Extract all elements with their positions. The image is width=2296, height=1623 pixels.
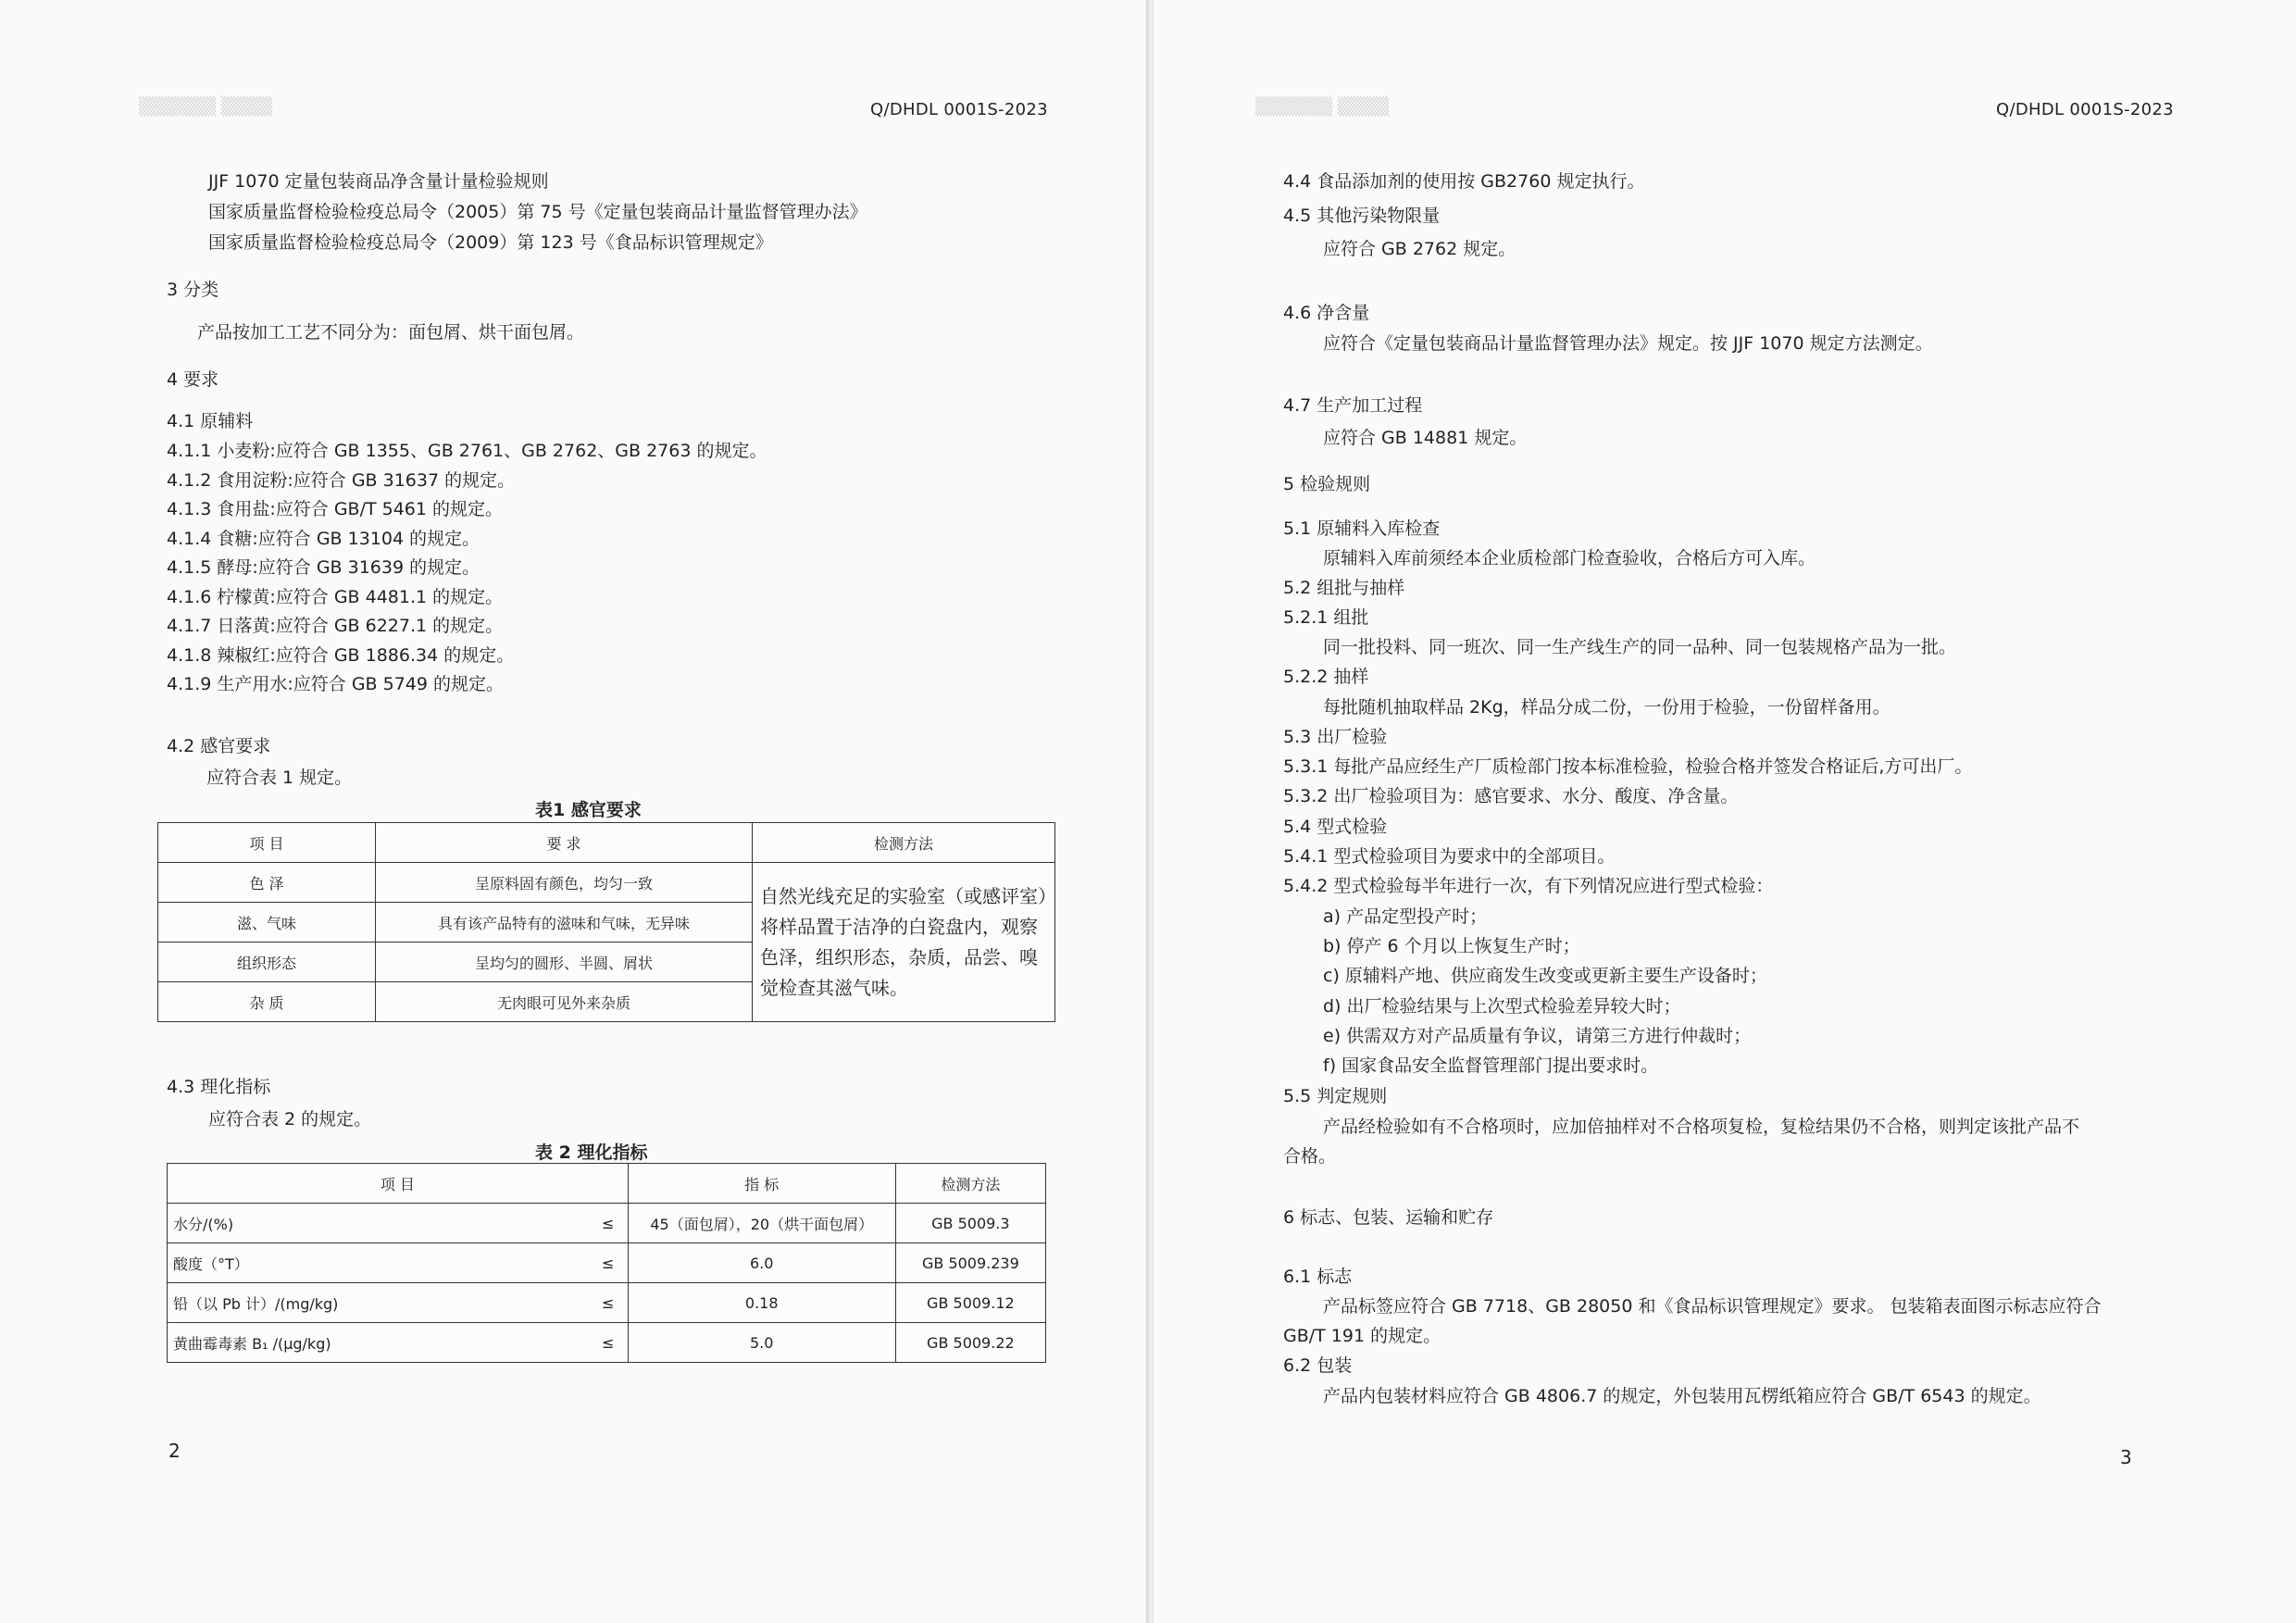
- table1-header: 检测方法: [753, 823, 1055, 863]
- section-text: 应符合表 2 的规定。: [208, 1109, 372, 1130]
- table1-req: 呈原料固有颜色，均匀一致: [376, 863, 753, 903]
- ref-line: JJF 1070 定量包装商品净含量计量检验规则: [208, 171, 549, 192]
- material-item: 4.1.7 日落黄:应符合 GB 6227.1 的规定。: [167, 616, 504, 636]
- section-text: 应符合《定量包装商品计量监督管理办法》规定。按 JJF 1070 规定方法测定。: [1323, 333, 1933, 354]
- table2: [167, 1163, 1046, 1363]
- section-heading: 5.1 原辅料入库检查: [1283, 518, 1441, 539]
- section-heading: 5 检验规则: [1283, 474, 1371, 494]
- list-item: c) 原辅料产地、供应商发生改变或更新主要生产设备时；: [1323, 966, 1767, 986]
- table2-op: ≤: [589, 1323, 629, 1363]
- table2-method: GB 5009.239: [895, 1243, 1045, 1283]
- section-text: GB/T 191 的规定。: [1283, 1326, 1441, 1346]
- table2-header: 检测方法: [895, 1164, 1045, 1204]
- section-heading: 5.5 判定规则: [1283, 1086, 1388, 1106]
- section-heading: 4.6 净含量: [1283, 303, 1370, 323]
- doc-code-left: Q/DHDL 0001S-2023: [870, 100, 1048, 119]
- table1-header: 要 求: [376, 823, 753, 863]
- section-heading: 4.7 生产加工过程: [1283, 395, 1423, 416]
- table2-header: 指 标: [628, 1164, 895, 1204]
- left-page: ▒▒▒▒▒▒ ▒▒▒▒ Q/DHDL 0001S-2023 JJF 1070 定量包装商品净含量计量检验规则 国家质量监督检验检疫总局令（2005）第 75 号《定量包装商品计量监督管理办法》 国家质量监督检验检疫总局令（2009）第 123 号《食品标识管理规定》 3 分类 产品按加工工艺不同分为：面包屑、烘干面包屑。 4 要求 4.1 原辅料 4.1.1 小麦粉:应符合 GB 1355、GB 2761、GB 2762、GB 2763 的规定。 4.1.2 食用淀粉:应符合 GB 31637 的规定。 4.1.3 食用盐:应符合 GB/T 5461 的规定。 4.1.4 食糖:应符合 GB 13104 的规定。 4.1.5 酵母:应符合 GB 31639 的规定。 4.1.6 柠檬黄:应符合 GB 4481.1 的规定。 4.1.7 日落黄:应符合 GB 6227.1 的规定。 4.1.8 辣椒红:应符合 GB 1886.34 的规定。 4.1.9 生产用水:应符合 GB 5749 的规定。 4.2 感官要求 应符合表 1 规定。 表1 感官要求 项 目 要 求 检测方法 色 泽 呈原料固有颜色，均匀一致 自然光线充足的实验室（或感评室）将样品置于洁净的白瓷盘内，观察色泽，组织形态，杂质，品尝、嗅觉检查其滋气味。 滋、气味 具有该产品特有的滋味和气味，无异味 组织形态 呈均匀的圆形、半圆、屑状 杂 质 无肉眼可见外来杂质 4.3 理化指标 应符合表 2 的规定。 表 2 理化指标 项 目 指 标 检测方法 水分/(%) ≤ 45（面包屑），20（烘干面包屑） GB 5009.3 酸度（°T） ≤ 6.0 GB 5009.239 铅（以 Pb 计）/(mg/kg) ≤ 0.18 GB 5009.12 黄曲霉毒素 B₁ /(μg/kg) ≤ 5.0 GB 5009.22 2: [0, 0, 1148, 1623]
- table1-header: 项 目: [158, 823, 376, 863]
- table1-caption: 表1 感官要求: [535, 800, 642, 820]
- table1-item: 杂 质: [158, 982, 376, 1022]
- right-page: ▒▒▒▒▒▒ ▒▒▒▒ Q/DHDL 0001S-2023 4.4 食品添加剂的使用按 GB2760 规定执行。 4.5 其他污染物限量 应符合 GB 2762 规定。 4.6 净含量 应符合《定量包装商品计量监督管理办法》规定。按 JJF 1070 规定方法测定。 4.7 生产加工过程 应符合 GB 14881 规定。 5 检验规则 5.1 原辅料入库检查 原辅料入库前须经本企业质检部门检查验收，合格后方可入库。 5.2 组批与抽样 5.2.1 组批 同一批投料、同一班次、同一生产线生产的同一品种、同一包装规格产品为一批。 5.2.2 抽样 每批随机抽取样品 2Kg，样品分成二份，一份用于检验，一份留样备用。 5.3 出厂检验 5.3.1 每批产品应经生产厂质检部门按本标准检验，检验合格并签发合格证后,方可出厂。 5.3.2 出厂检验项目为：感官要求、水分、酸度、净含量。 5.4 型式检验 5.4.1 型式检验项目为要求中的全部项目。 5.4.2 型式检验每半年进行一次，有下列情况应进行型式检验： a) 产品定型投产时； b) 停产 6 个月以上恢复生产时； c) 原辅料产地、供应商发生改变或更新主要生产设备时； d) 出厂检验结果与上次型式检验差异较大时； e) 供需双方对产品质量有争议，请第三方进行仲裁时； f) 国家食品安全监督管理部门提出要求时。 5.5 判定规则 产品经检验如有不合格项时，应加倍抽样对不合格项复检，复检结果仍不合格，则判定该批产品不 合格。 6 标志、包装、运输和贮存 6.1 标志 产品标签应符合 GB 7718、GB 28050 和《食品标识管理规定》要求。 包装箱表面图示标志应符合 GB/T 191 的规定。 6.2 包装 产品内包装材料应符合 GB 4806.7 的规定，外包装用瓦楞纸箱应符合 GB/T 6543 的规定。 3: [1154, 0, 2296, 1623]
- material-item: 4.1.2 食用淀粉:应符合 GB 31637 的规定。: [167, 470, 516, 491]
- material-item: 4.1.6 柠檬黄:应符合 GB 4481.1 的规定。: [167, 587, 504, 607]
- section-heading: 5.2.1 组批: [1283, 607, 1369, 628]
- section-text: 产品内包装材料应符合 GB 4806.7 的规定，外包装用瓦楞纸箱应符合 GB/T 6543 的规定。: [1323, 1386, 2041, 1406]
- section-heading: 4.2 感官要求: [167, 736, 271, 756]
- table2-value: 0.18: [628, 1283, 895, 1323]
- list-item: e) 供需双方对产品质量有争议，请第三方进行仲裁时；: [1323, 1026, 1752, 1046]
- section-heading: 4.3 理化指标: [167, 1077, 271, 1097]
- table1-item: 组织形态: [158, 943, 376, 982]
- list-item: a) 产品定型投产时；: [1323, 906, 1488, 927]
- section-heading: 6.1 标志: [1283, 1267, 1353, 1287]
- section-heading: 5.2.2 抽样: [1283, 667, 1369, 687]
- section-heading: 5.3 出厂检验: [1283, 727, 1388, 747]
- section-text: 同一批投料、同一班次、同一生产线生产的同一品种、同一包装规格产品为一批。: [1323, 637, 1957, 657]
- section-text: 产品经检验如有不合格项时，应加倍抽样对不合格项复检，复检结果仍不合格，则判定该批产品不: [1323, 1117, 2080, 1137]
- section-heading: 5.4 型式检验: [1283, 817, 1388, 837]
- section-text: 原辅料入库前须经本企业质检部门检查验收，合格后方可入库。: [1323, 548, 1816, 568]
- table2-value: 45（面包屑），20（烘干面包屑）: [628, 1204, 895, 1243]
- material-item: 4.1.9 生产用水:应符合 GB 5749 的规定。: [167, 674, 505, 694]
- section-text: 5.4.1 型式检验项目为要求中的全部项目。: [1283, 846, 1616, 867]
- table2-caption: 表 2 理化指标: [535, 1142, 648, 1163]
- material-item: 4.1.4 食糖:应符合 GB 13104 的规定。: [167, 529, 480, 549]
- table2-method: GB 5009.3: [895, 1204, 1045, 1243]
- section-text: 5.4.2 型式检验每半年进行一次，有下列情况应进行型式检验：: [1283, 876, 1774, 896]
- material-item: 4.1.1 小麦粉:应符合 GB 1355、GB 2761、GB 2762、GB 2763 的规定。: [167, 441, 767, 461]
- page-number-right: 3: [2120, 1446, 2132, 1468]
- section-heading: 4 要求: [167, 369, 219, 390]
- section-text: 应符合 GB 14881 规定。: [1323, 428, 1528, 448]
- section-heading: 6 标志、包装、运输和贮存: [1283, 1207, 1494, 1228]
- table2-item: 黄曲霉毒素 B₁ /(μg/kg): [168, 1323, 589, 1363]
- doc-code-right: Q/DHDL 0001S-2023: [1996, 100, 2174, 119]
- section-text: 每批随机抽取样品 2Kg，样品分成二份，一份用于检验，一份留样备用。: [1323, 697, 1890, 718]
- material-item: 4.1.5 酵母:应符合 GB 31639 的规定。: [167, 557, 480, 578]
- list-item: b) 停产 6 个月以上恢复生产时；: [1323, 936, 1580, 956]
- table2-item: 铅（以 Pb 计）/(mg/kg): [168, 1283, 589, 1323]
- section-heading: 5.2 组批与抽样: [1283, 578, 1405, 598]
- section-text: 5.3.1 每批产品应经生产厂质检部门按本标准检验，检验合格并签发合格证后,方可出厂。: [1283, 756, 1973, 777]
- table1-req: 呈均匀的圆形、半圆、屑状: [376, 943, 753, 982]
- table1: [157, 822, 1055, 1022]
- section-text: 产品按加工工艺不同分为：面包屑、烘干面包屑。: [197, 322, 585, 343]
- list-item: f) 国家食品安全监督管理部门提出要求时。: [1323, 1055, 1659, 1076]
- ref-line: 国家质量监督检验检疫总局令（2009）第 123 号《食品标识管理规定》: [208, 232, 773, 253]
- section-heading: 4.1 原辅料: [167, 411, 254, 431]
- section-heading: 3 分类: [167, 280, 219, 300]
- table2-op: ≤: [589, 1283, 629, 1323]
- section-heading: 4.5 其他污染物限量: [1283, 206, 1441, 226]
- table2-op: ≤: [589, 1204, 629, 1243]
- material-item: 4.1.3 食用盐:应符合 GB/T 5461 的规定。: [167, 499, 504, 519]
- table2-item: 酸度（°T）: [168, 1243, 589, 1283]
- list-item: d) 出厂检验结果与上次型式检验差异较大时；: [1323, 996, 1681, 1017]
- table2-method: GB 5009.22: [895, 1323, 1045, 1363]
- table1-item: 滋、气味: [158, 903, 376, 943]
- table1-req: 无肉眼可见外来杂质: [376, 982, 753, 1022]
- section-heading: 6.2 包装: [1283, 1355, 1353, 1376]
- table1-item: 色 泽: [158, 863, 376, 903]
- table1-method: 自然光线充足的实验室（或感评室）将样品置于洁净的白瓷盘内，观察色泽，组织形态，杂质，品尝、嗅觉检查其滋气味。: [753, 863, 1055, 1022]
- table2-header: 项 目: [168, 1164, 629, 1204]
- table2-method: GB 5009.12: [895, 1283, 1045, 1323]
- section-text: 产品标签应符合 GB 7718、GB 28050 和《食品标识管理规定》要求。 包装箱表面图示标志应符合: [1323, 1296, 2102, 1317]
- table2-value: 5.0: [628, 1323, 895, 1363]
- ref-line: 国家质量监督检验检疫总局令（2005）第 75 号《定量包装商品计量监督管理办法》: [208, 202, 867, 222]
- section-text: 应符合表 1 规定。: [206, 768, 353, 788]
- page-number-left: 2: [168, 1440, 181, 1462]
- section-heading: 4.4 食品添加剂的使用按 GB2760 规定执行。: [1283, 171, 1645, 192]
- table1-req: 具有该产品特有的滋味和气味，无异味: [376, 903, 753, 943]
- material-item: 4.1.8 辣椒红:应符合 GB 1886.34 的规定。: [167, 645, 515, 666]
- section-text: 合格。: [1283, 1146, 1337, 1167]
- section-text: 5.3.2 出厂检验项目为：感官要求、水分、酸度、净含量。: [1283, 786, 1739, 806]
- table2-value: 6.0: [628, 1243, 895, 1283]
- table2-op: ≤: [589, 1243, 629, 1283]
- section-text: 应符合 GB 2762 规定。: [1323, 239, 1516, 259]
- table2-item: 水分/(%): [168, 1204, 589, 1243]
